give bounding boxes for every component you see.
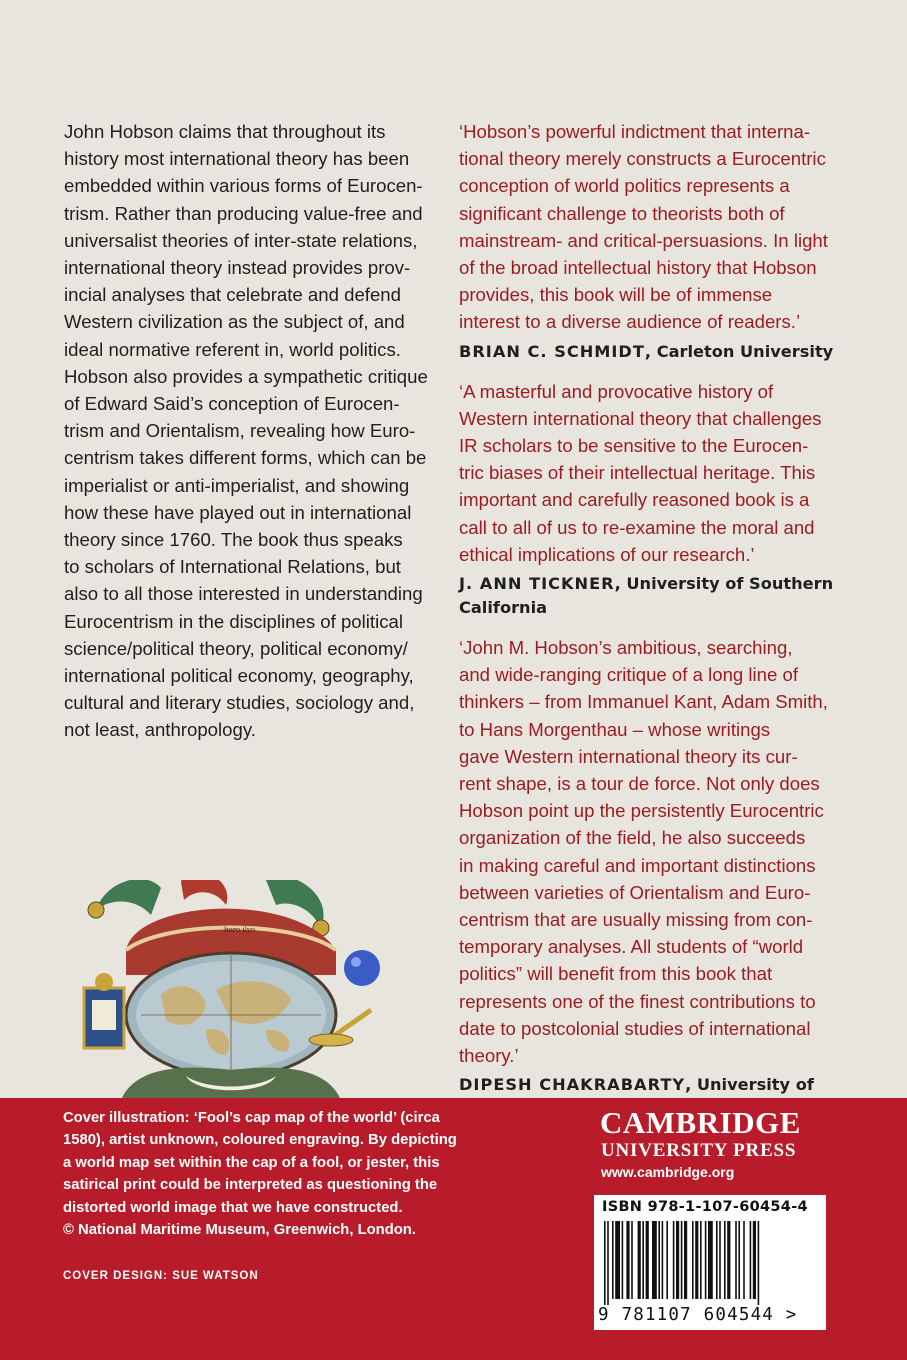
barcode-bar bbox=[692, 1221, 694, 1299]
barcode-panel bbox=[594, 1195, 826, 1330]
blurb-line: embedded within various forms of Eurocen- bbox=[64, 175, 423, 197]
barcode-bar bbox=[743, 1221, 745, 1299]
blurb-line: centrism takes different forms, which can be bbox=[64, 447, 427, 469]
review-quote-line: ‘A masterful and provocative history of bbox=[459, 380, 774, 402]
review-quote-line: of the broad intellectual history that Hobson bbox=[459, 257, 817, 279]
publisher-url: www.cambridge.org bbox=[601, 1164, 735, 1180]
reviewer-name: BRIAN C. SCHMIDT bbox=[459, 341, 645, 361]
review-quote-line: represents one of the finest contributions to bbox=[459, 990, 816, 1012]
barcode-bar bbox=[750, 1221, 752, 1299]
barcode-bar bbox=[604, 1221, 606, 1305]
blurb-line: cultural and literary studies, sociology and, bbox=[64, 692, 415, 714]
blurb-line: incial analyses that celebrate and defend bbox=[64, 284, 401, 306]
reviewer-institution: , University of Southern California bbox=[459, 574, 834, 618]
barcode-bar bbox=[652, 1221, 657, 1299]
barcode-bar bbox=[735, 1221, 737, 1299]
barcode-bar bbox=[612, 1221, 614, 1299]
review-quote-line: gave Western international theory its cur- bbox=[459, 745, 798, 767]
fools-cap-map-illustration bbox=[66, 880, 393, 1100]
caption-line: a world map set within the cap of a fool, or jester, this bbox=[63, 1154, 440, 1171]
review-quote-line: Hobson point up the persistently Eurocentric bbox=[459, 800, 824, 822]
caption-line: distorted world image that we have constructed. bbox=[63, 1199, 403, 1216]
blurb-line: ideal normative referent in, world politics. bbox=[64, 338, 401, 360]
review-quote-line: theory.’ bbox=[459, 1045, 519, 1067]
barcode-bar bbox=[666, 1221, 668, 1299]
publisher-logo bbox=[600, 1106, 830, 1182]
map-caption-text: boro ilyo bbox=[224, 926, 256, 934]
caption-line: © National Maritime Museum, Greenwich, London. bbox=[63, 1222, 416, 1239]
review-quote-line: thinkers – from Immanuel Kant, Adam Smith, bbox=[459, 691, 828, 713]
caption-line: 1580), artist unknown, coloured engraving. By depicting bbox=[63, 1132, 457, 1149]
review-quote-line: tric biases of their intellectual heritage. This bbox=[459, 462, 816, 484]
review-quote-line: date to postcolonial studies of international bbox=[459, 1017, 811, 1039]
review-quote-line: ‘John M. Hobson’s ambitious, searching, bbox=[459, 637, 793, 659]
review-quote-line: important and carefully reasoned book is a bbox=[459, 489, 810, 511]
cover-design-credit: COVER DESIGN: SUE WATSON bbox=[63, 1270, 259, 1282]
blurb-line: John Hobson claims that throughout its bbox=[64, 121, 386, 142]
blurb-line: how these have played out in international bbox=[64, 501, 412, 523]
review-quote-line: conception of world politics represents a bbox=[459, 175, 790, 197]
review-attribution bbox=[459, 340, 847, 364]
cover-illustration-caption bbox=[63, 1107, 463, 1241]
barcode-bar bbox=[738, 1221, 740, 1299]
reviewer-institution: , University of bbox=[685, 1075, 814, 1095]
blurb-line: Eurocentrism in the disciplines of political bbox=[64, 610, 403, 632]
blurb-line: Hobson also provides a sympathetic critique bbox=[64, 365, 428, 387]
caption-line: satirical print could be interpreted as questioning the bbox=[63, 1177, 438, 1194]
review-quote bbox=[459, 634, 847, 1069]
review-quote-line: to Hans Morgenthau – whose writings bbox=[459, 718, 771, 740]
barcode-bar bbox=[658, 1221, 660, 1299]
review-quote-line: centrism that are usually missing from con- bbox=[459, 909, 813, 931]
blurb-line: international theory instead provides prov- bbox=[64, 257, 411, 279]
barcode-bar bbox=[719, 1221, 721, 1299]
review-quote-line: mainstream- and critical-persuasions. In light bbox=[459, 229, 828, 251]
blurb-line: trism. Rather than producing value-free and bbox=[64, 202, 423, 224]
review-quote-line: temporary analyses. All students of “world bbox=[459, 936, 804, 958]
review-quote-line: politics” will benefit from this book that bbox=[459, 963, 773, 985]
barcode-icon bbox=[598, 1221, 822, 1305]
blurb-line: international political economy, geography, bbox=[64, 665, 414, 687]
barcode-bar bbox=[638, 1221, 641, 1299]
review-quote-line: rent shape, is a tour de force. Not only does bbox=[459, 773, 820, 795]
blurb-line: theory since 1760. The book thus speaks bbox=[64, 529, 403, 551]
barcode-bar bbox=[758, 1221, 760, 1305]
barcode-bar bbox=[705, 1221, 707, 1299]
barcode-bar bbox=[716, 1221, 718, 1299]
publisher-subname: UNIVERSITY PRESS bbox=[601, 1140, 797, 1161]
review-quote-line: Western international theory that challenges bbox=[459, 407, 822, 429]
blurb-line: Western civilization as the subject of, and bbox=[64, 311, 405, 333]
review-quote bbox=[459, 118, 847, 336]
review-quote-line: tional theory merely constructs a Eurocentric bbox=[459, 148, 826, 170]
blurb-line: of Edward Said’s conception of Eurocen- bbox=[64, 393, 400, 415]
review-quote-line: ethical implications of our research.’ bbox=[459, 543, 755, 565]
review-quote-line: in making careful and important distinctions bbox=[459, 854, 816, 876]
review-quote-line: provides, this book will be of immense bbox=[459, 284, 773, 306]
review-attribution bbox=[459, 572, 847, 620]
review-quote-line: significant challenge to theorists both of bbox=[459, 202, 785, 224]
barcode-bar bbox=[708, 1221, 713, 1299]
fools-cap-map-drawing bbox=[66, 880, 393, 1100]
publisher-name: CAMBRIDGE bbox=[600, 1105, 801, 1140]
blurb-line: to scholars of International Relations, but bbox=[64, 556, 401, 578]
reviewer-name: J. ANN TICKNER bbox=[459, 574, 615, 594]
barcode-bar bbox=[646, 1221, 649, 1299]
blurb-line: also to all those interested in understanding bbox=[64, 583, 423, 605]
barcode-bar bbox=[662, 1221, 664, 1299]
review-quote-line: and wide-ranging critique of a long line of bbox=[459, 664, 799, 686]
blurb-line: history most international theory has been bbox=[64, 148, 410, 170]
barcode-bar bbox=[681, 1221, 683, 1299]
blurb-line: imperialist or anti-imperialist, and showing bbox=[64, 474, 410, 496]
barcode-bar bbox=[631, 1221, 633, 1299]
blurb-line: not least, anthropology. bbox=[64, 719, 256, 741]
barcode-bar bbox=[615, 1221, 620, 1299]
barcode-bar bbox=[673, 1221, 675, 1299]
review-quote bbox=[459, 378, 847, 568]
barcode-bar bbox=[642, 1221, 644, 1299]
review-quote-line: call to all of us to re-examine the moral and bbox=[459, 516, 815, 538]
reviews-column bbox=[459, 118, 847, 1135]
barcode-bar bbox=[684, 1221, 687, 1299]
barcode-bar bbox=[727, 1221, 730, 1299]
barcode-bar bbox=[622, 1221, 624, 1299]
barcode-bar bbox=[607, 1221, 609, 1305]
isbn-label: ISBN 978-1-107-60454-4 bbox=[602, 1199, 808, 1215]
review-quote-line: IR scholars to be sensitive to the Eurocen- bbox=[459, 435, 809, 457]
review-quote-line: organization of the field, he also succeeds bbox=[459, 827, 806, 849]
reviewer-name: DIPESH CHAKRABARTY bbox=[459, 1075, 686, 1095]
barcode-bar bbox=[695, 1221, 698, 1299]
barcode-bar bbox=[676, 1221, 679, 1299]
barcode-bar bbox=[753, 1221, 756, 1299]
barcode-bar bbox=[626, 1221, 629, 1299]
blurb-text bbox=[64, 118, 450, 744]
barcode-bar bbox=[724, 1221, 726, 1299]
blurb-line: science/political theory, political economy/ bbox=[64, 637, 408, 659]
blurb-line: trism and Orientalism, revealing how Euro- bbox=[64, 420, 416, 442]
blurb-line: universalist theories of inter-state relations, bbox=[64, 229, 418, 251]
barcode-digits: 9 781107 604544 > bbox=[598, 1305, 798, 1325]
review-quote-line: interest to a diverse audience of readers.’ bbox=[459, 311, 801, 333]
reviewer-institution: , Carleton University bbox=[644, 341, 834, 361]
review-quote-line: between varieties of Orientalism and Euro- bbox=[459, 881, 811, 903]
review-quote-line: ‘Hobson’s powerful indictment that interna- bbox=[459, 121, 811, 142]
caption-line: Cover illustration: ‘Fool’s cap map of the world’ (circa bbox=[63, 1110, 440, 1126]
barcode-bar bbox=[700, 1221, 702, 1299]
